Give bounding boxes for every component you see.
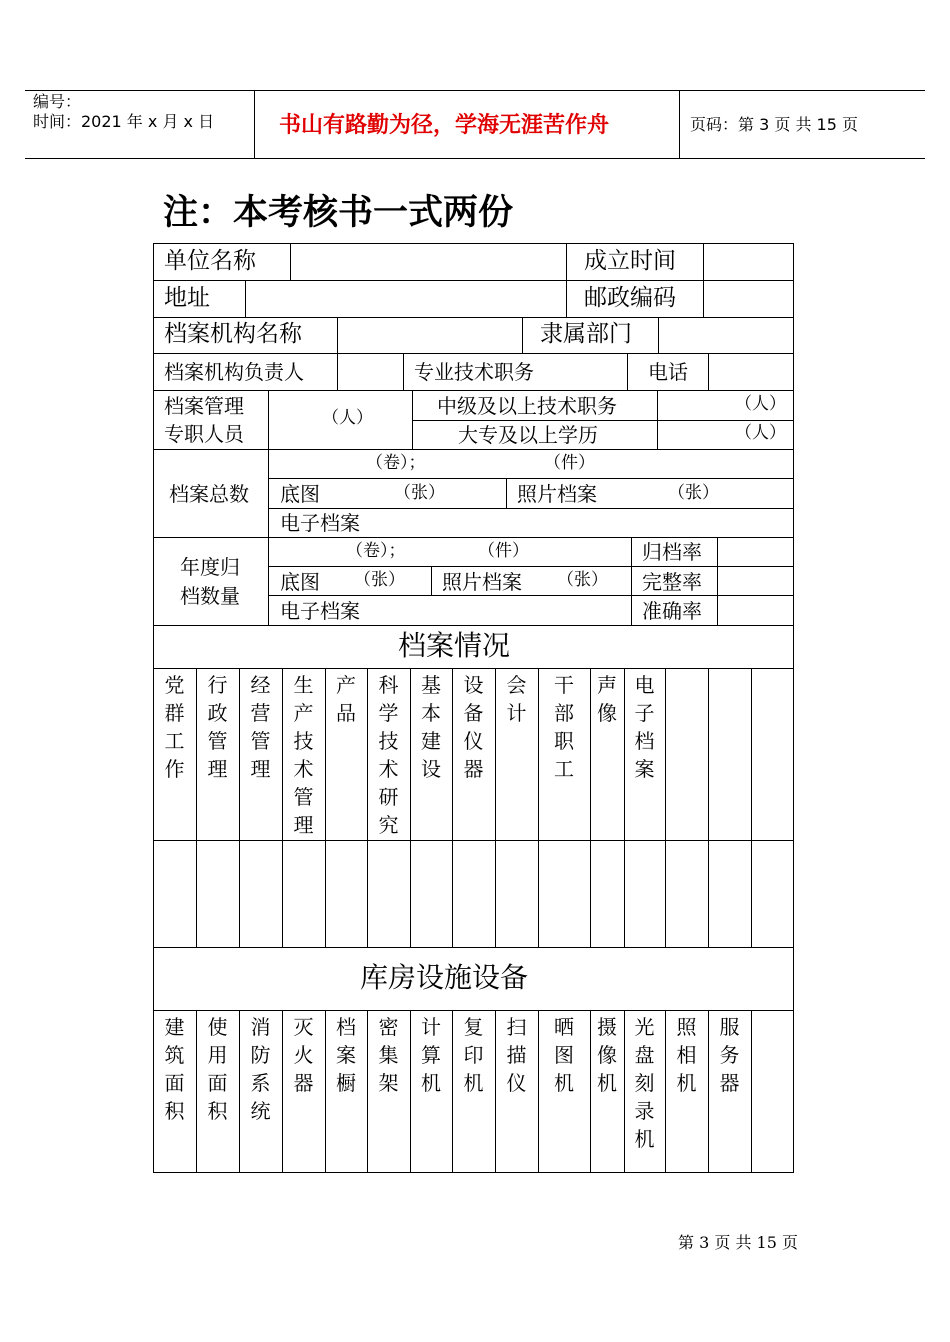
label-archive-head: 档案机构负责人 — [164, 360, 304, 384]
label-archive-org-name: 档案机构名称 — [164, 321, 302, 347]
archive-category-9: 会计 — [506, 673, 527, 725]
unit-volumes-annual: （卷）； — [346, 541, 406, 561]
col-line — [268, 390, 269, 449]
label-professional-title: 专业技术职务 — [414, 360, 534, 384]
col-line — [412, 390, 413, 449]
unit-pieces-annual: （件） — [478, 541, 529, 561]
grid-col-line — [590, 668, 591, 947]
col-line — [627, 353, 628, 390]
row-line — [153, 317, 794, 318]
header-time: 时间：2021 年 x 月 x 日 — [33, 112, 215, 131]
facility-item-14: 服务器 — [719, 1015, 740, 1095]
grid-col-line — [367, 668, 368, 947]
facility-item-10: 晒图机 — [554, 1015, 574, 1095]
col-line — [566, 243, 567, 280]
col-line — [658, 317, 659, 353]
grid-col-line — [325, 1010, 326, 1173]
col-line — [703, 280, 704, 317]
row-line — [153, 390, 794, 391]
facility-item-6: 密集架 — [378, 1015, 399, 1095]
grid-col-line — [325, 668, 326, 947]
archive-category-2: 行政管理 — [207, 673, 228, 781]
col-line — [717, 537, 718, 625]
header-page-info: 页码：第 3 页 共 15 页 — [690, 115, 858, 134]
grid-col-line — [590, 1010, 591, 1173]
row-line — [153, 353, 794, 354]
col-line — [268, 449, 269, 625]
label-college: 大专及以上学历 — [458, 423, 598, 447]
label-address: 地址 — [164, 285, 210, 311]
label-affiliated-dept: 隶属部门 — [540, 321, 632, 347]
note-title: 注：本考核书一式两份 — [163, 193, 514, 233]
unit-volumes: （卷）； — [366, 453, 426, 473]
label-postal-code: 邮政编码 — [584, 285, 676, 311]
label-mid-level-title: 中级及以上技术职务 — [437, 394, 617, 418]
header-motto: 书山有路勤为径，学海无涯苦作舟 — [279, 113, 610, 138]
label-photo-archive-annual: 照片档案 — [442, 570, 522, 594]
facility-item-7: 计算机 — [421, 1015, 441, 1095]
grid-col-line — [282, 1010, 283, 1173]
archive-category-12: 电子档案 — [634, 673, 655, 781]
col-line — [522, 317, 523, 353]
grid-col-line — [452, 1010, 453, 1173]
grid-col-line — [239, 1010, 240, 1173]
archive-category-8: 设备仪器 — [463, 673, 484, 781]
grid-col-line — [410, 1010, 411, 1173]
grid-col-line — [196, 668, 197, 947]
row-line — [153, 537, 794, 538]
label-filing-rate: 归档率 — [642, 540, 702, 564]
archive-category-5: 产品 — [336, 673, 356, 725]
col-line — [290, 243, 291, 280]
grid-col-line — [624, 668, 625, 947]
archive-category-11: 声像 — [597, 673, 617, 725]
unit-persons-college: （人） — [735, 423, 786, 443]
grid-col-line — [282, 668, 283, 947]
grid-col-line — [665, 1010, 666, 1173]
row-line — [268, 478, 794, 479]
unit-persons-mid: （人） — [735, 394, 786, 414]
label-phone: 电话 — [648, 360, 688, 384]
grid-col-line — [708, 1010, 709, 1173]
facility-item-13: 照相机 — [676, 1015, 697, 1095]
grid-col-line — [495, 668, 496, 947]
grid-col-line — [751, 668, 752, 947]
grid-col-line — [624, 1010, 625, 1173]
col-line — [708, 353, 709, 390]
label-unit-name: 单位名称 — [164, 248, 256, 274]
facility-item-5: 档案橱 — [336, 1015, 356, 1095]
label-annual-1: 年度归 — [180, 555, 240, 579]
facility-item-11: 摄像机 — [597, 1015, 617, 1095]
label-e-archive: 电子档案 — [280, 511, 360, 535]
grid-col-line — [239, 668, 240, 947]
label-annual-2: 档数量 — [180, 584, 240, 608]
header-top-rule — [25, 90, 925, 91]
grid-col-line — [196, 1010, 197, 1173]
archive-category-4: 生产技术管理 — [293, 673, 314, 837]
label-founded-time: 成立时间 — [584, 248, 676, 274]
grid-col-line — [665, 668, 666, 947]
header-number: 编号： — [33, 92, 82, 111]
unit-persons: （人） — [322, 408, 373, 428]
facility-item-8: 复印机 — [463, 1015, 484, 1095]
label-staff-1: 档案管理 — [164, 394, 244, 418]
label-accuracy-rate: 准确率 — [642, 599, 702, 623]
unit-pieces: （件） — [544, 453, 595, 473]
archive-category-3: 经营管理 — [250, 673, 271, 781]
grid-col-line — [410, 668, 411, 947]
row-line — [153, 1010, 794, 1011]
col-line — [245, 280, 246, 317]
unit-sheets-annual: （张） — [354, 570, 405, 590]
row-line — [153, 840, 794, 841]
row-line — [153, 947, 794, 948]
header-divider-left — [254, 90, 255, 159]
archive-category-7: 基本建设 — [421, 673, 441, 781]
unit-sheets-photo-annual: （张） — [557, 570, 608, 590]
facility-item-4: 灭火器 — [293, 1015, 314, 1095]
archive-category-10: 干部职工 — [554, 673, 574, 781]
label-e-archive-annual: 电子档案 — [280, 599, 360, 623]
col-line — [403, 353, 404, 390]
col-line — [431, 566, 432, 595]
col-line — [566, 280, 567, 317]
grid-col-line — [538, 1010, 539, 1173]
row-line — [412, 420, 794, 421]
row-line — [268, 595, 794, 596]
label-archive-total: 档案总数 — [169, 482, 249, 506]
facility-item-2: 使用面积 — [207, 1015, 228, 1123]
section-archive-status: 档案情况 — [398, 629, 511, 662]
grid-col-line — [751, 1010, 752, 1173]
footer-page-number: 第 3 页 共 15 页 — [678, 1233, 798, 1252]
archive-category-6: 科学技术研究 — [378, 673, 399, 837]
label-staff-2: 专职人员 — [164, 422, 244, 446]
col-line — [337, 353, 338, 390]
grid-col-line — [495, 1010, 496, 1173]
row-line — [153, 625, 794, 626]
facility-item-3: 消防系统 — [250, 1015, 271, 1123]
archive-category-1: 党群工作 — [164, 673, 185, 781]
row-line — [153, 280, 794, 281]
row-line — [153, 668, 794, 669]
facility-item-12: 光盘刻录机 — [634, 1015, 655, 1151]
row-line — [153, 449, 794, 450]
label-photo-archive: 照片档案 — [517, 482, 597, 506]
facility-item-9: 扫描仪 — [506, 1015, 527, 1095]
label-base-map-annual: 底图 — [280, 570, 320, 594]
grid-col-line — [538, 668, 539, 947]
row-line — [268, 508, 794, 509]
unit-sheets-photo: （张） — [668, 483, 719, 503]
col-line — [631, 537, 632, 625]
col-line — [703, 243, 704, 280]
grid-col-line — [708, 668, 709, 947]
label-integrity-rate: 完整率 — [642, 570, 702, 594]
col-line — [657, 390, 658, 449]
header-bottom-rule — [25, 158, 925, 159]
col-line — [506, 478, 507, 508]
unit-sheets: （张） — [394, 483, 445, 503]
section-facilities: 库房设施设备 — [360, 961, 529, 994]
header-divider-right — [679, 90, 680, 159]
label-base-map: 底图 — [280, 482, 320, 506]
col-line — [337, 317, 338, 353]
row-line — [268, 566, 794, 567]
facility-item-1: 建筑面积 — [164, 1015, 185, 1123]
grid-col-line — [367, 1010, 368, 1173]
grid-col-line — [452, 668, 453, 947]
